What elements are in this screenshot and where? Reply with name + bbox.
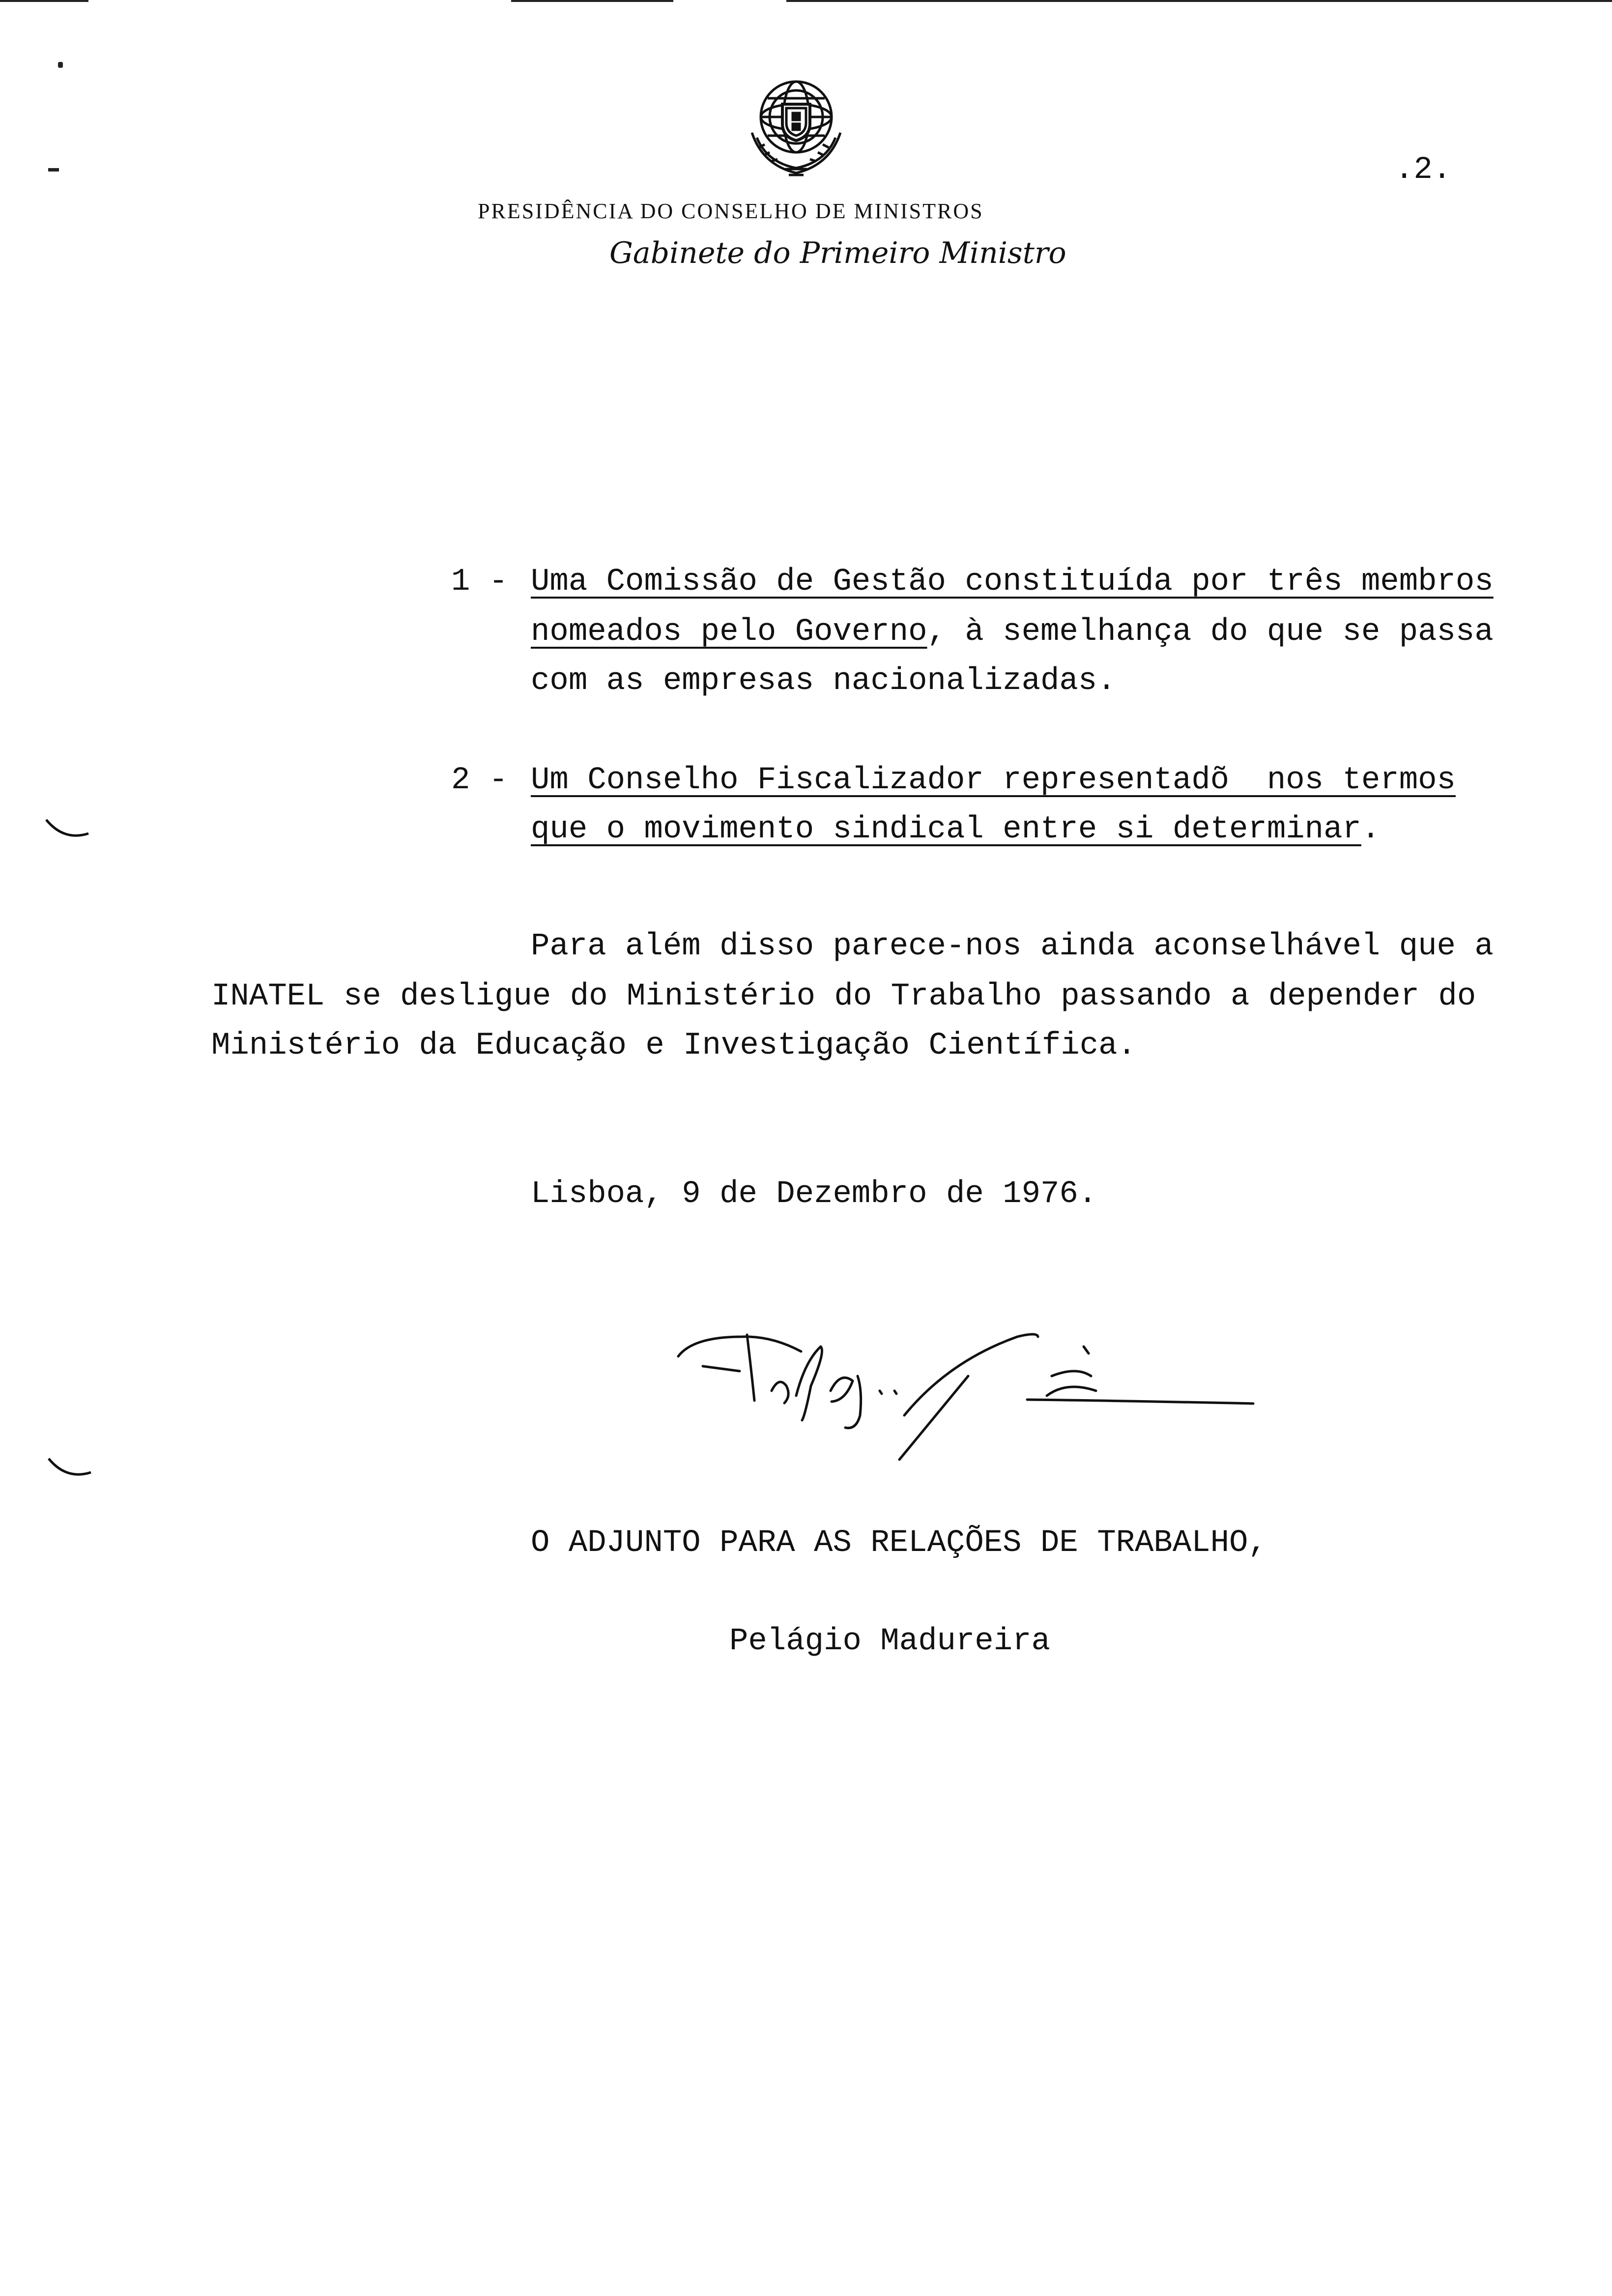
punch-hole-mark: [44, 816, 93, 845]
top-border: [786, 0, 1612, 2]
signatory-name: Pelágio Madureira: [729, 1624, 1050, 1659]
list-item-line: [531, 657, 1116, 706]
text-span: , à semelhança do que se passa: [927, 614, 1494, 650]
margin-dot: [58, 62, 63, 68]
page-number: .2.: [1395, 152, 1452, 188]
paragraph-line: Para além disso parece-nos ainda aconselhável que a: [531, 929, 1494, 964]
text-span: .: [1361, 812, 1381, 847]
list-item-line: [531, 756, 1456, 805]
list-item-line: [531, 805, 1380, 854]
list-item-number: 1 -: [451, 564, 508, 600]
paragraph-line: Ministério da Educação e Investigação Científica.: [211, 1028, 1136, 1063]
paragraph-line: INATEL se desligue do Ministério do Trabalho passando a depender do: [211, 979, 1476, 1014]
underlined-text: nomeados pelo Governo: [531, 614, 927, 650]
underlined-text: Uma Comissão de Gestão constituída por três membros: [531, 564, 1494, 600]
handwritten-signature: [673, 1317, 1263, 1474]
coat-of-arms-emblem: [737, 64, 855, 182]
punch-hole-mark: [47, 1455, 96, 1484]
underlined-text: que o movimento sindical entre si determinar: [531, 812, 1361, 847]
list-item-line: [531, 607, 1494, 657]
top-border: [0, 0, 88, 2]
margin-dash: [48, 168, 59, 172]
date-line: Lisboa, 9 de Dezembro de 1976.: [531, 1177, 1097, 1212]
top-border: [511, 0, 673, 2]
signatory-title: O ADJUNTO PARA AS RELAÇÕES DE TRABALHO,: [531, 1525, 1267, 1561]
institution-heading: PRESIDÊNCIA DO CONSELHO DE MINISTROS: [478, 199, 984, 223]
office-name: Gabinete do Primeiro Ministro: [609, 236, 1066, 270]
list-item-number: 2 -: [451, 763, 508, 798]
text-span: com as empresas nacionalizadas.: [531, 663, 1116, 699]
underlined-text: Um Conselho Fiscalizador representadõ nos termos: [531, 763, 1456, 798]
list-item-line: [531, 557, 1494, 606]
